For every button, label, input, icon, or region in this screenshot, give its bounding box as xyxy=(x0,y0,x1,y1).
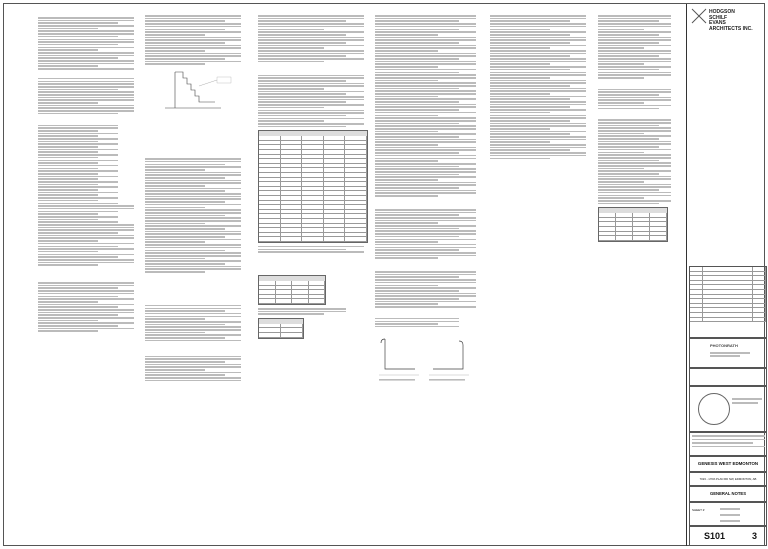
notes-column-2 xyxy=(145,14,245,382)
reinforcing-table xyxy=(258,130,368,243)
sheet-title: GENERAL NOTES xyxy=(710,491,746,496)
project-address: 7023 - 170th PLAN RD NW, EDMONTON, AB xyxy=(699,477,757,481)
firm-logo xyxy=(689,6,765,46)
notes-column-6 xyxy=(598,14,674,245)
sheet-number: S101 xyxy=(704,531,726,541)
sheet-title-box xyxy=(689,486,767,502)
title-block xyxy=(686,4,767,546)
project-name: GENESIS WEST EDMONTON xyxy=(697,461,759,466)
notes-column-4 xyxy=(375,14,480,387)
project-address-box xyxy=(689,472,767,486)
small-table xyxy=(258,318,304,339)
notes-column-3 xyxy=(258,14,368,342)
schedule-table xyxy=(598,207,668,242)
firm-name: HODGSON SCHILF EVANS ARCHITECTS INC. xyxy=(709,9,753,32)
firm-logo-mark-icon xyxy=(691,8,707,24)
seal-block xyxy=(689,368,767,386)
sheet-number-label: SHEET # xyxy=(692,508,705,512)
wall-section-detail xyxy=(155,68,235,114)
lap-splice-table xyxy=(258,275,326,305)
revision-number: 3 xyxy=(752,531,758,541)
notes-column-1 xyxy=(38,14,138,333)
revision-table xyxy=(689,266,767,338)
stamp-block xyxy=(689,386,767,432)
consultant-block xyxy=(689,338,767,368)
engineer-stamp xyxy=(698,393,730,425)
notes-column-5 xyxy=(490,14,590,160)
sheet-number-box xyxy=(689,526,767,546)
reinforcing-hook-details xyxy=(375,329,475,387)
sheet-info-box xyxy=(689,502,767,526)
permit-block xyxy=(689,432,767,456)
project-name-box xyxy=(689,456,767,472)
consultant-name: PHOTONRATH xyxy=(710,343,738,348)
